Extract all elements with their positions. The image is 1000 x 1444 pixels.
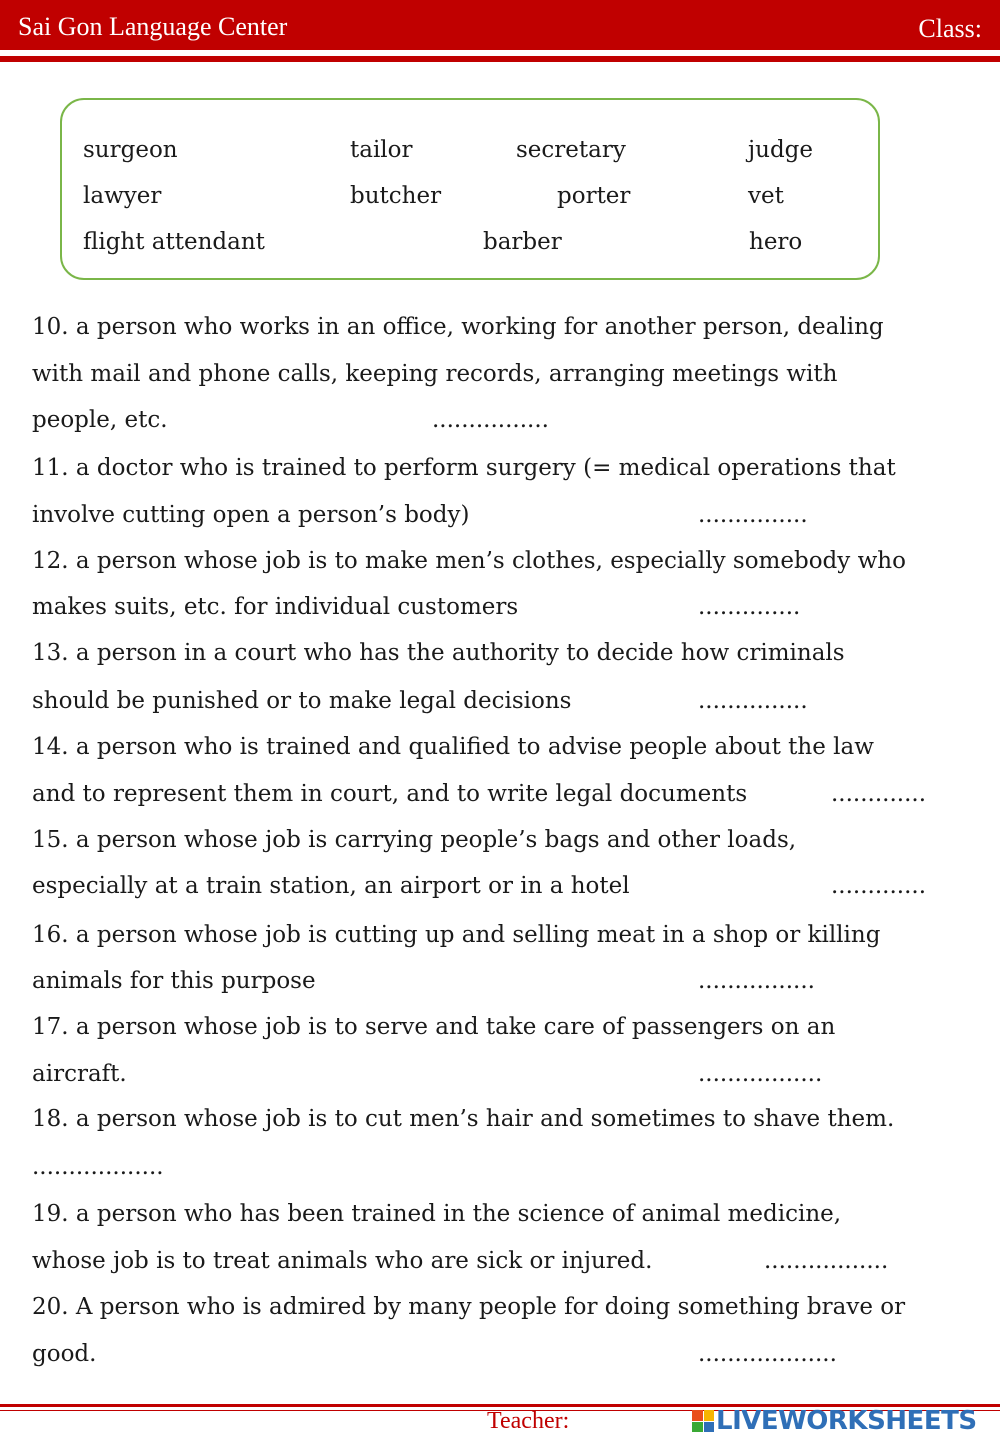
liveworksheets-logo-icon [692, 1410, 714, 1432]
question-text-line: 17. a person whose job is to serve and take care of passengers on an [32, 1014, 836, 1040]
question-text-line: 10. a person who works in an office, working for another person, dealing [32, 314, 884, 340]
word-bank-item: hero [749, 229, 803, 255]
question-text-line: whose job is to treat animals who are sick or injured. [32, 1248, 653, 1274]
question-text-line: 12. a person whose job is to make men’s clothes, especially somebody who [32, 548, 906, 574]
word-bank-item: butcher [350, 183, 442, 209]
answer-blank-14[interactable]: ............. [831, 781, 927, 807]
question-text-line: especially at a train station, an airport or in a hotel [32, 873, 630, 899]
teacher-label: Teacher: [487, 1408, 570, 1434]
question-text-line: good. [32, 1341, 97, 1367]
answer-blank-19[interactable]: ................. [764, 1248, 889, 1274]
answer-blank-17[interactable]: ................. [698, 1061, 823, 1087]
question-text-line: should be punished or to make legal decisions [32, 688, 572, 714]
question-text-line: animals for this purpose [32, 968, 316, 994]
question-text-line: 11. a doctor who is trained to perform surgery (= medical operations that [32, 455, 896, 481]
answer-blank-18[interactable]: .................. [32, 1154, 164, 1180]
answer-blank-10[interactable]: ................ [432, 407, 549, 433]
header-underline [0, 56, 1000, 62]
question-text-line: involve cutting open a person’s body) [32, 502, 470, 528]
answer-blank-15[interactable]: ............. [831, 873, 927, 899]
word-bank-item: surgeon [83, 137, 178, 163]
answer-blank-13[interactable]: ............... [698, 688, 808, 714]
liveworksheets-logo[interactable] [692, 1406, 977, 1436]
word-bank-item: vet [748, 183, 784, 209]
question-text-line: 13. a person in a court who has the authority to decide how criminals [32, 640, 845, 666]
question-text-line: makes suits, etc. for individual customers [32, 594, 519, 620]
question-text-line: and to represent them in court, and to write legal documents [32, 781, 748, 807]
word-bank-item: tailor [350, 137, 413, 163]
word-bank-item: lawyer [83, 183, 162, 209]
answer-blank-16[interactable]: ................ [698, 968, 815, 994]
word-bank-item: porter [557, 183, 631, 209]
question-text-line: 16. a person whose job is cutting up and selling meat in a shop or killing [32, 922, 881, 948]
liveworksheets-logo-text: LIVEWORKSHEETS [716, 1406, 977, 1436]
question-text-line: with mail and phone calls, keeping records, arranging meetings with [32, 361, 838, 387]
class-label: Class: [918, 14, 982, 43]
question-text-line: 15. a person whose job is carrying people’s bags and other loads, [32, 827, 797, 853]
word-bank-item: barber [483, 229, 562, 255]
answer-blank-12[interactable]: .............. [698, 594, 801, 620]
word-bank-item: flight attendant [83, 229, 265, 255]
question-text-line: 20. A person who is admired by many people for doing something brave or [32, 1294, 906, 1320]
question-text-line: 18. a person whose job is to cut men’s hair and sometimes to shave them. [32, 1106, 895, 1132]
answer-blank-20[interactable]: ................... [698, 1341, 837, 1367]
word-bank-item: judge [748, 137, 814, 163]
question-text-line: people, etc. [32, 407, 168, 433]
question-text-line: 14. a person who is trained and qualified to advise people about the law [32, 734, 874, 760]
question-text-line: 19. a person who has been trained in the science of animal medicine, [32, 1201, 842, 1227]
center-name: Sai Gon Language Center [18, 12, 288, 41]
answer-blank-11[interactable]: ............... [698, 502, 808, 528]
word-bank-item: secretary [516, 137, 626, 163]
question-text-line: aircraft. [32, 1061, 127, 1087]
